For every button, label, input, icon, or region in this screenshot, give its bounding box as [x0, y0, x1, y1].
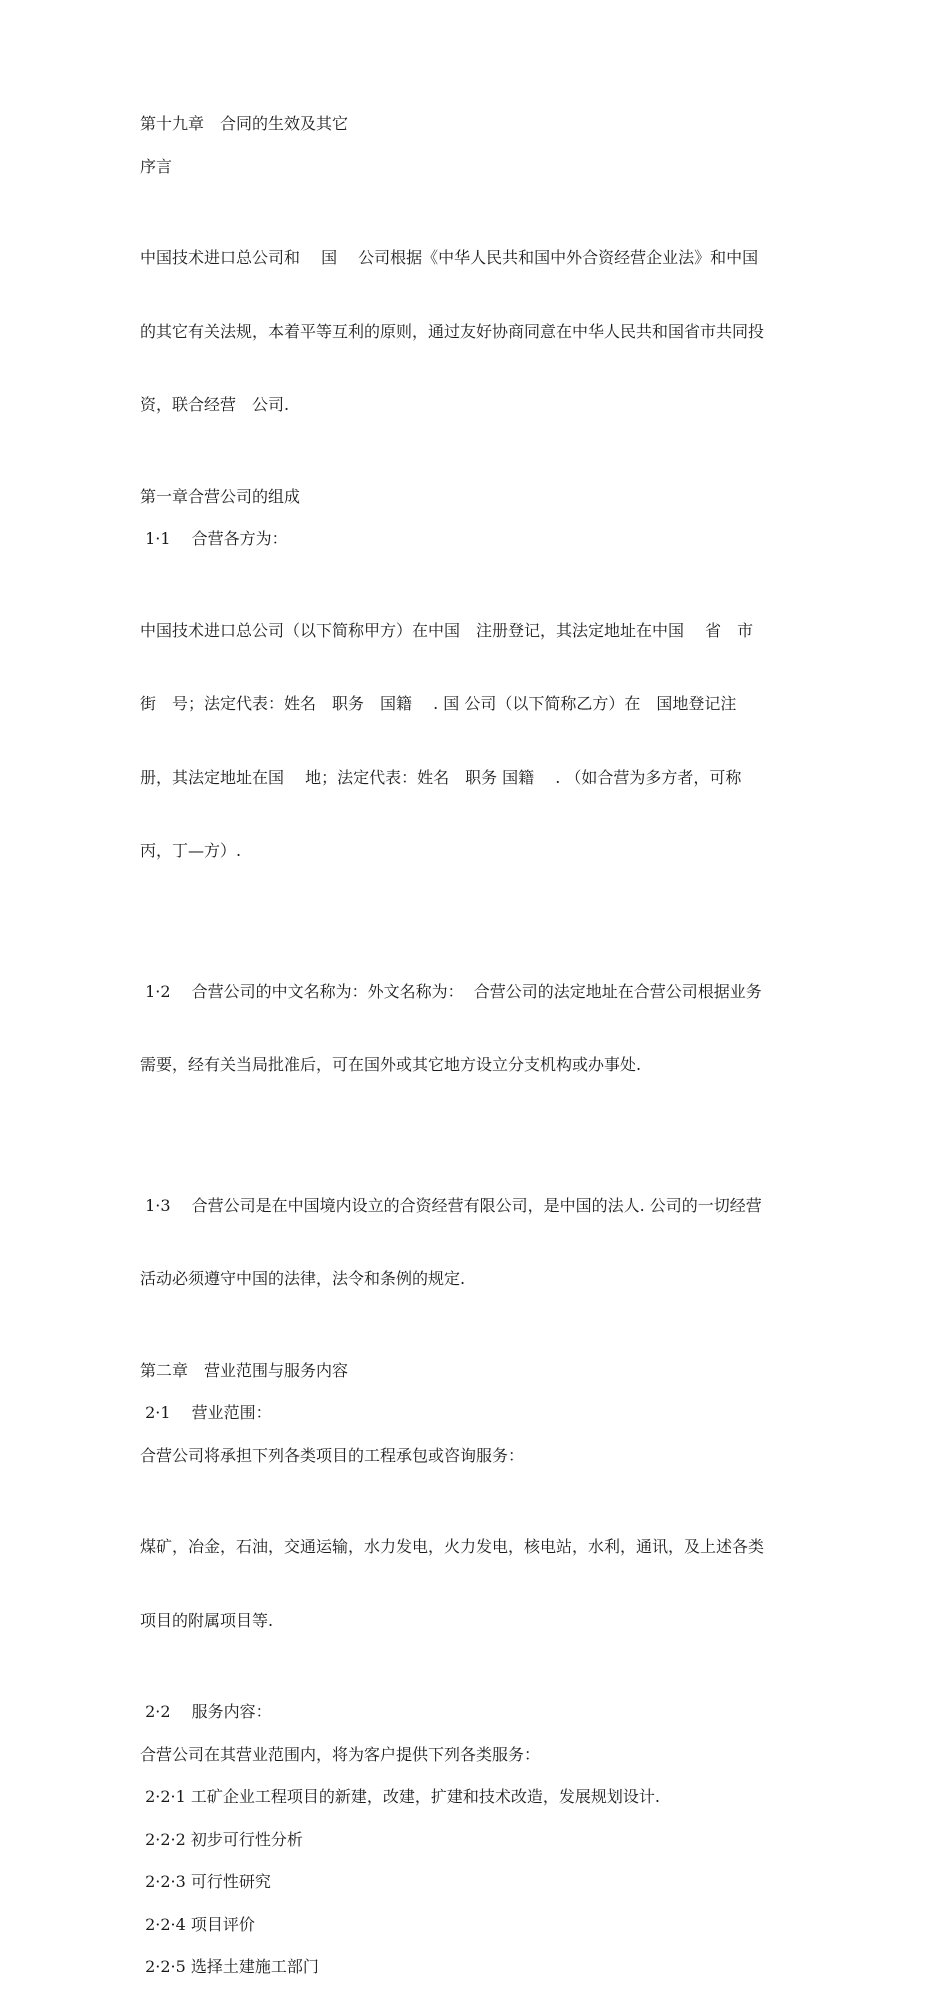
- item-2-2-2: 2·2·2 初步可行性分析: [140, 1829, 303, 1849]
- section-1-2-line-1: 1·2 合营公司的中文名称为：外文名称为： 合营公司的法定地址在合营公司根据业务: [140, 981, 762, 1001]
- section-1-1-heading: 1·1 合营各方为：: [140, 529, 288, 548]
- section-1-1-line-4: 丙，丁—方）.: [140, 841, 242, 860]
- section-1-1-line-1: 中国技术进口总公司（以下简称甲方）在中国 注册登记，其法定地址在中国 省 市: [140, 620, 754, 640]
- item-2-2-1: 2·2·1 工矿企业工程项目的新建，改建，扩建和技术改造，发展规划设计.: [140, 1787, 660, 1806]
- section-2-2-intro: 合营公司在其营业范围内，将为客户提供下列各类服务：: [140, 1744, 541, 1764]
- section-1-1-line-3: 册，其法定地址在国 地；法定代表：姓名 职务 国籍 . （如合营为多方者，可称: [140, 767, 742, 787]
- section-1-1-paragraph: [140, 570, 812, 913]
- section-2-1-list-line-1: 煤矿，冶金，石油，交通运输，水力发电，火力发电，核电站，水利，通讯，及上述各类: [140, 1537, 765, 1556]
- section-1-3-line-2: 活动必须遵守中国的法律，法令和条例的规定.: [140, 1269, 466, 1288]
- section-1-2-line-2: 需要，经有关当局批准后，可在国外或其它地方设立分支机构或办事处.: [140, 1055, 642, 1074]
- preface-line-1: 中国技术进口总公司和 国 公司根据《中华人民共和国中外合资经营企业法》和中国: [140, 248, 759, 267]
- section-2-1-heading: 2·1 营业范围：: [140, 1403, 272, 1422]
- preface-heading: 序言: [140, 156, 173, 176]
- section-1-3-line-1: 1·3 合营公司是在中国境内设立的合资经营有限公司，是中国的法人. 公司的一切经营: [140, 1195, 762, 1215]
- chapter-1-title: 第一章合营公司的组成: [140, 486, 301, 506]
- section-2-1-list: [140, 1486, 812, 1682]
- chapter-19-title: 第十九章 合同的生效及其它: [140, 114, 349, 133]
- section-2-1-intro: 合营公司将承担下列各类项目的工程承包或咨询服务：: [140, 1445, 525, 1465]
- section-1-2-paragraph: [140, 931, 812, 1127]
- document-body: [140, 112, 812, 1998]
- item-2-2-4: 2·2·4 项目评价: [140, 1914, 255, 1934]
- section-1-3-paragraph: [140, 1145, 812, 1341]
- section-1-1-line-2: 街 号；法定代表：姓名 职务 国籍 . 国 公司（以下简称乙方）在 国地登记注: [140, 694, 737, 713]
- preface-paragraph: [140, 197, 812, 467]
- preface-line-3: 资，联合经营 公司.: [140, 395, 290, 414]
- section-2-1-list-line-2: 项目的附属项目等.: [140, 1610, 274, 1630]
- chapter-2-title: 第二章 营业范围与服务内容: [140, 1360, 349, 1380]
- item-2-2-3: 2·2·3 可行性研究: [140, 1872, 271, 1891]
- preface-line-2: 的其它有关法规，本着平等互利的原则，通过友好协商同意在中华人民共和国省市共同投: [140, 321, 765, 341]
- item-2-2-5: 2·2·5 选择土建施工部门: [140, 1957, 319, 1976]
- section-2-2-heading: 2·2 服务内容：: [140, 1702, 272, 1721]
